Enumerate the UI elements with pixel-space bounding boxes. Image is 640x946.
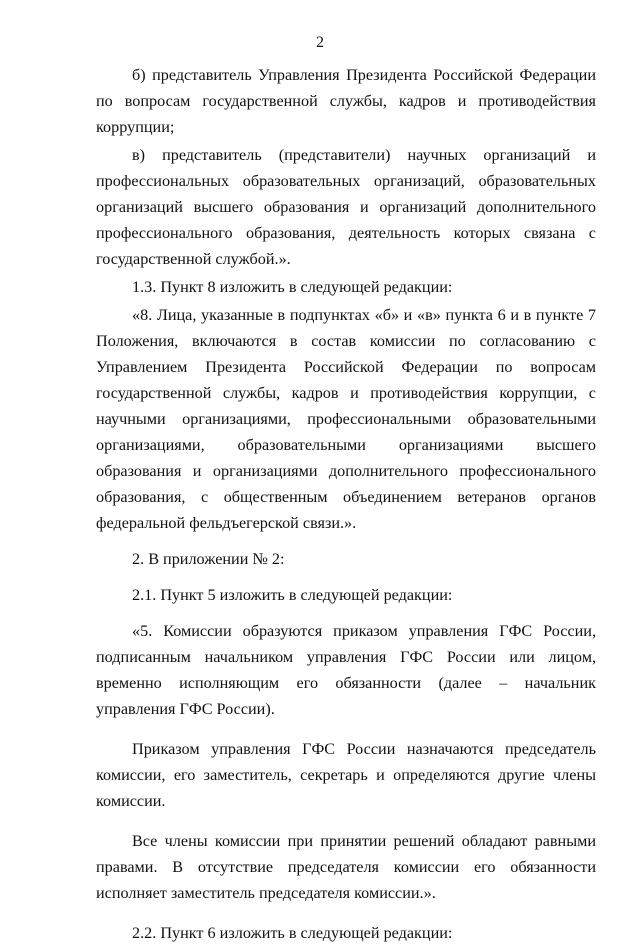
paragraph-item-1-3: 1.3. Пункт 8 изложить в следующей редакции:: [132, 278, 453, 296]
paragraph-subitem-v: в) представитель (представители) научных организаций и профессиональных образовательных организаций, образовательных организаций высшего образования и организаций дополнительного профессионального образования, деятельность которых связана с государственной службой.».: [96, 146, 596, 268]
paragraph-order-appointment: Приказом управления ГФС России назначаются председатель комиссии, его заместитель, секретарь и определяются другие члены комиссии.: [96, 740, 596, 810]
paragraph-item-2: 2. В приложении № 2:: [132, 550, 285, 568]
paragraph-clause-5: «5. Комиссии образуются приказом управления ГФС России, подписанным начальником управления ГФС России или лицом, временно исполняющим его обязанности (далее – начальник управления ГФС России).: [96, 622, 596, 718]
paragraph-item-2-1: 2.1. Пункт 5 изложить в следующей редакции:: [132, 586, 453, 604]
paragraph-subitem-b: б) представитель Управления Президента Российской Федерации по вопросам государственной службы, кадров и противодействия коррупции;: [96, 66, 596, 136]
paragraph-item-2-2: 2.2. Пункт 6 изложить в следующей редакции:: [132, 924, 453, 942]
paragraph-equal-rights: Все члены комиссии при принятии решений обладают равными правами. В отсутствие председателя комиссии его обязанности исполняет заместитель председателя комиссии.».: [96, 832, 596, 902]
paragraph-clause-8: «8. Лица, указанные в подпунктах «б» и «в» пункта 6 и в пункте 7 Положения, включаются в состав комиссии по согласованию с Управлением Президента Российской Федерации по вопросам государственной службы, кадров и противодействия коррупции, с научными организациями, профессиональными образовательными организациями, образовательными организациями высшего образования и организациями дополнительного профессионального образования, с общественным объединением ветеранов органов федеральной фельдъегерской связи.».: [96, 306, 596, 532]
document-body: [96, 62, 596, 946]
page-number: 2: [316, 34, 324, 51]
